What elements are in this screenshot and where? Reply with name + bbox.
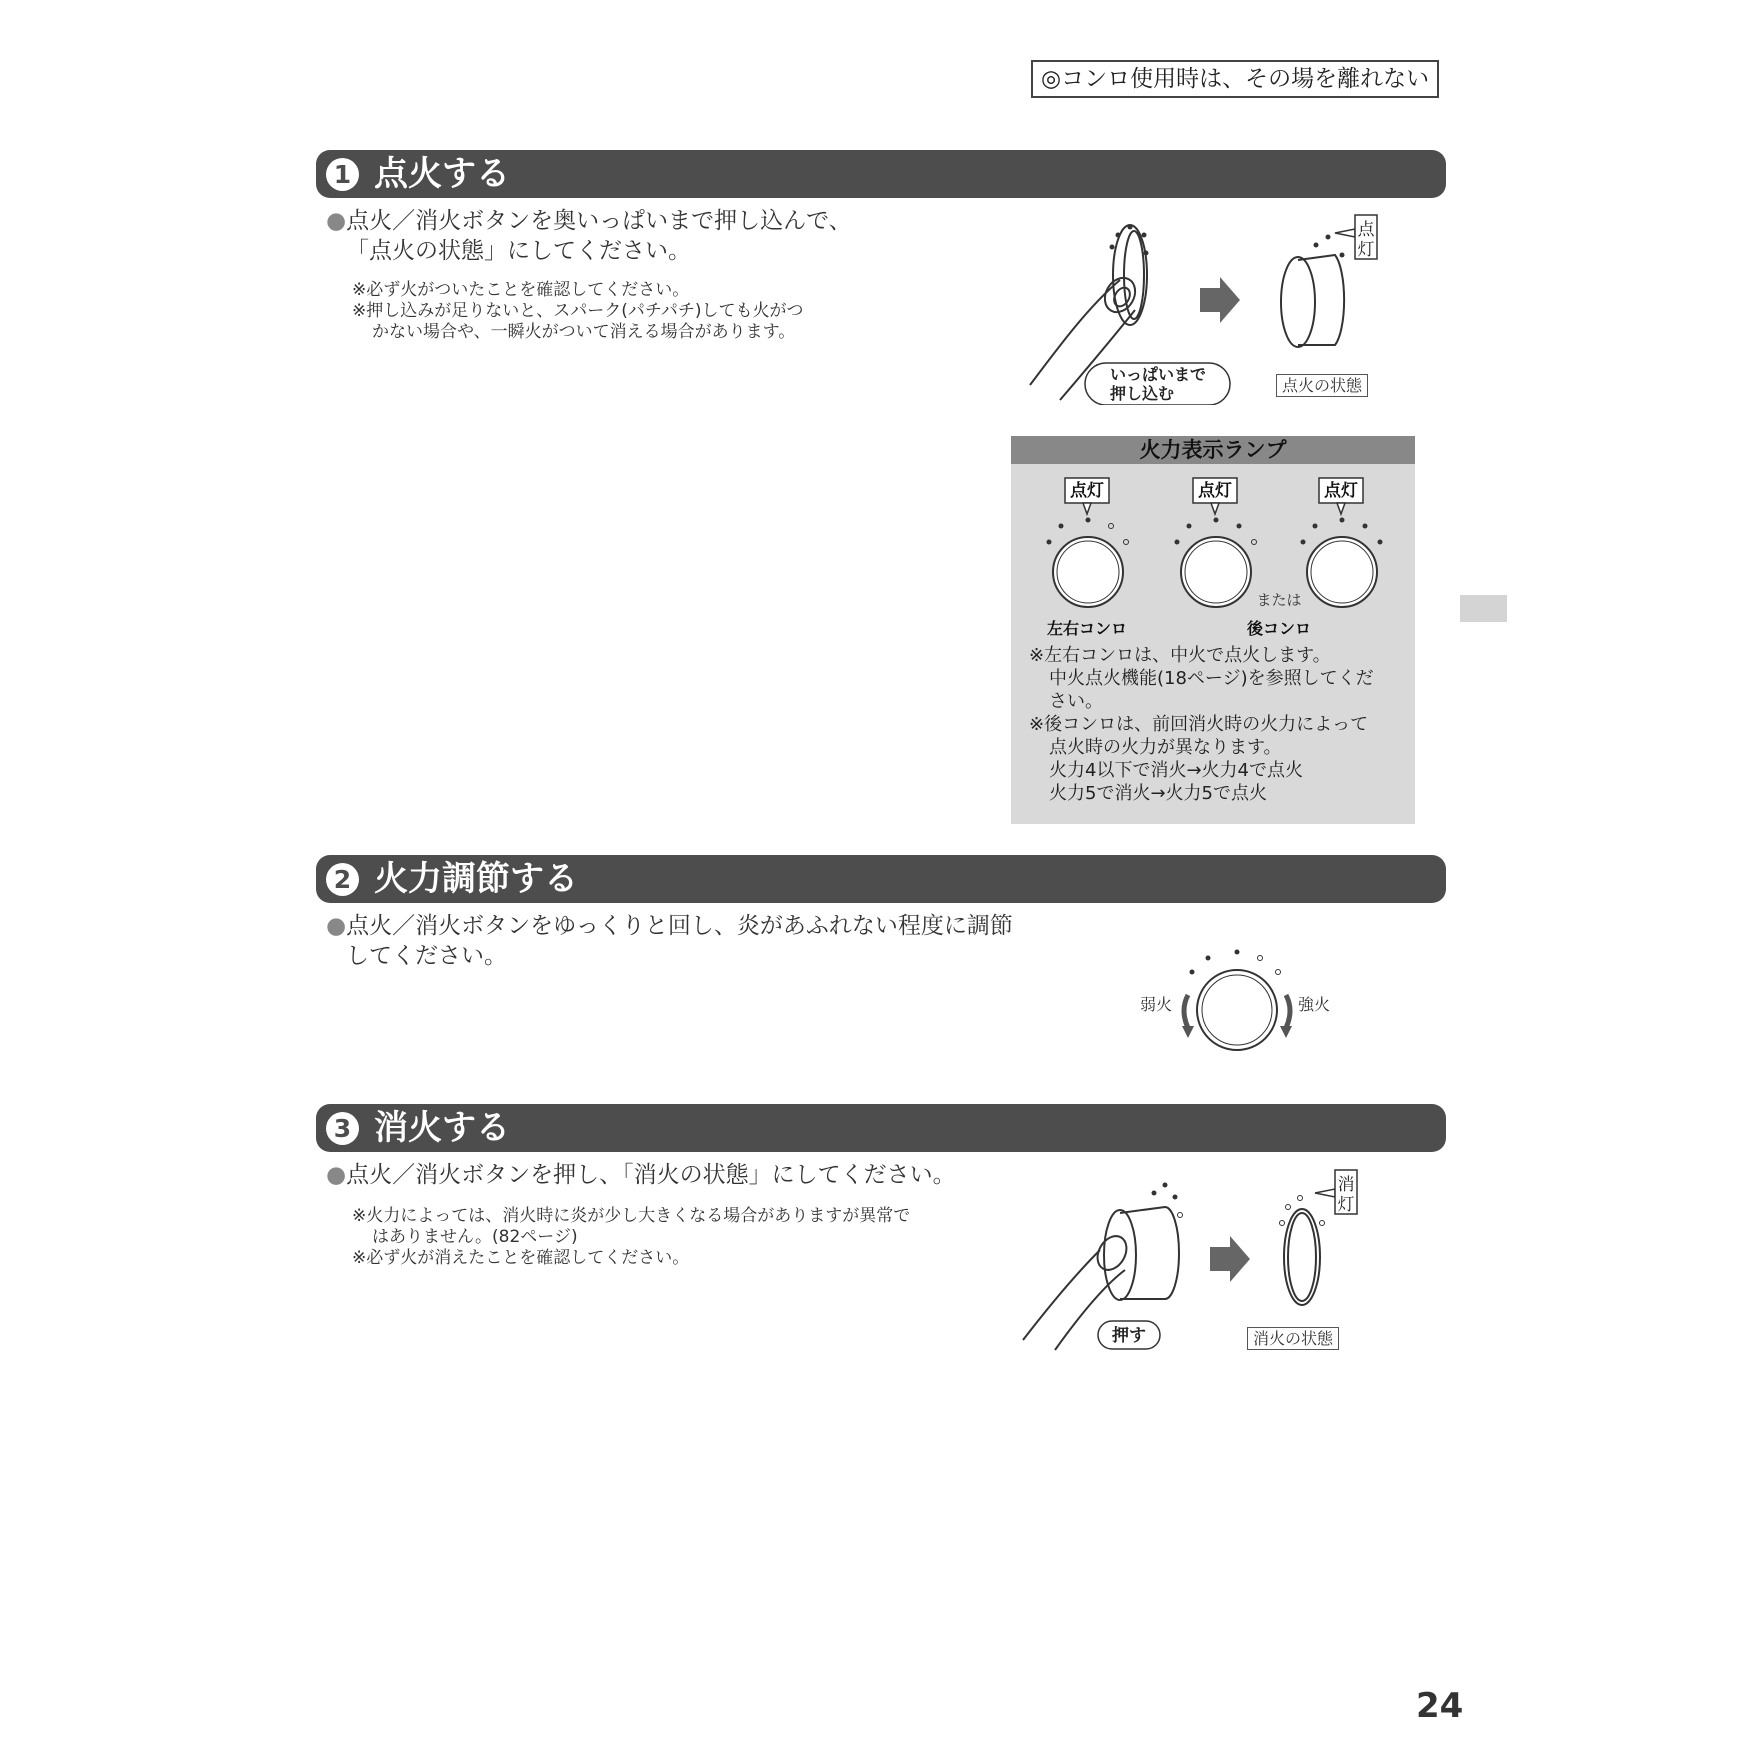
heat-indicator-title: 火力表示ランプ (1011, 436, 1415, 464)
page-number: 24 (1416, 1686, 1464, 1726)
ccw-arrowhead-icon (1182, 1026, 1194, 1038)
lamp-note-line: 点火時の火力が異なります。 (1049, 737, 1282, 758)
push-label-line1: いっぱいまで (1110, 365, 1207, 384)
press-label: 押す (1112, 1326, 1146, 1346)
heat-adjust-figure (1130, 940, 1350, 1060)
section-3-note2: ※必ず火が消えたことを確認してください。 (352, 1248, 690, 1268)
bullet-icon: ● (326, 208, 347, 234)
lamp-tag-char-2: 灯 (1337, 1195, 1355, 1215)
section-3-header (316, 1104, 1446, 1152)
section-2-title: 火力調節する (374, 859, 578, 899)
off-indicator-icon (1280, 1196, 1325, 1226)
section-2-number: 2 (326, 863, 359, 896)
bullet-icon: ● (326, 913, 347, 939)
section-2-header (316, 855, 1446, 903)
lit-label-middle: 点灯 (1198, 481, 1232, 501)
lit-indicator-icon (1314, 235, 1345, 258)
section-1-note1: ※必ず火がついたことを確認してください。 (352, 280, 690, 300)
section-1-body-line1: 点火／消火ボタンを奥いっぱいまで押し込んで、 (346, 208, 852, 234)
lamp-note-line: ※後コンロは、前回消火時の火力によって (1029, 714, 1369, 735)
button-off-illustration (1284, 1209, 1320, 1305)
side-index-tab (1460, 595, 1507, 622)
lamp-note-line: 火力5で消火→火力5で点火 (1049, 783, 1267, 804)
lamp-note-line: さい。 (1049, 691, 1103, 712)
heat-indicator-notes (1029, 644, 1374, 805)
section-3-body (326, 1160, 956, 1190)
section-1-note2b: かない場合や、一瞬火がついて消える場合があります。 (372, 322, 796, 342)
cw-arrow-icon (1286, 995, 1290, 1028)
extinguish-state-label: 消火の状態 (1247, 1327, 1339, 1350)
arrow-right-icon (1210, 1236, 1250, 1282)
heat-indicator-figure (1011, 464, 1415, 644)
ignition-figure (1020, 205, 1440, 405)
section-1-title: 点火する (374, 154, 510, 194)
section-1-body-line2: 「点火の状態」にしてください。 (346, 238, 691, 264)
ignition-state-label: 点火の状態 (1276, 374, 1368, 397)
lit-label-left: 点灯 (1070, 481, 1104, 501)
lit-label-right: 点灯 (1324, 481, 1358, 501)
or-label: または (1256, 591, 1302, 609)
lamp-pointer-icon (1315, 1189, 1335, 1197)
lamp-note-line: 中火点火機能(18ページ)を参照してくだ (1049, 668, 1374, 689)
section-3-notes (352, 1206, 910, 1269)
spark-icon (1152, 1183, 1183, 1218)
section-1-body (326, 206, 852, 266)
section-1-number: 1 (326, 158, 359, 191)
lamp-note-line: 火力4以下で消火→火力4で点火 (1049, 760, 1303, 781)
weak-heat-label: 弱火 (1140, 995, 1173, 1014)
cw-arrowhead-icon (1280, 1026, 1292, 1038)
bullet-icon: ● (326, 1162, 347, 1188)
section-3-title: 消火する (374, 1108, 510, 1148)
strong-heat-label: 強火 (1298, 995, 1331, 1014)
section-3-note1a: ※火力によっては、消火時に炎が少し大きくなる場合がありますが異常で (352, 1206, 911, 1226)
lamp-note-line: ※左右コンロは、中火で点火します。 (1029, 645, 1331, 666)
push-label-line2: 押し込む (1110, 384, 1175, 403)
section-2-body (326, 911, 1013, 971)
section-1-header (316, 150, 1446, 198)
heat-indicator-panel (1011, 436, 1415, 824)
section-1-note2a: ※押し込みが足りないと、スパーク(パチパチ)しても火がつ (352, 301, 804, 321)
rear-burner-label: 後コンロ (1246, 619, 1312, 638)
dial-outer (1197, 970, 1277, 1050)
arrow-right-icon (1200, 277, 1240, 323)
section-2-body-line1: 点火／消火ボタンをゆっくりと回し、炎があふれない程度に調節 (346, 913, 1013, 939)
lamp-tag-char-1: 消 (1337, 1175, 1355, 1195)
left-right-burner-label: 左右コンロ (1046, 619, 1128, 638)
section-3-body-line1: 点火／消火ボタンを押し、「消火の状態」にしてください。 (346, 1162, 956, 1188)
section-3-number: 3 (326, 1112, 359, 1145)
ccw-arrow-icon (1184, 995, 1188, 1028)
section-3-note1b: はありません。(82ページ) (372, 1227, 578, 1247)
safety-note-box: ◎コンロ使用時は、その場を離れない (1031, 60, 1439, 98)
lamp-pointer-icon (1335, 229, 1355, 237)
section-2-body-line2: してください。 (346, 943, 507, 969)
lamp-tag-char-1: 点 (1357, 220, 1375, 240)
lamp-tag-char-2: 灯 (1357, 240, 1375, 260)
button-lit-illustration (1281, 255, 1344, 347)
section-1-notes (352, 280, 804, 343)
